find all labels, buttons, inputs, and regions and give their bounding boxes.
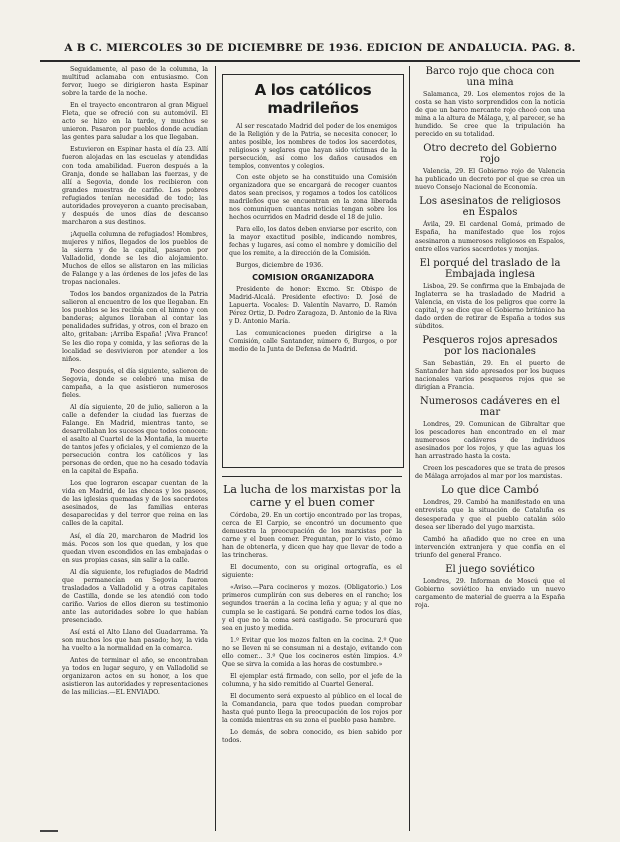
article-paragraph: En el trayecto encontraron al gran Miguel Fleta, que se ofreció con su automóvil. El acto se hizo en la tarde, y muchos se unieron. Pasaron por pueblos donde acudían las gentes para saludar a los que llegaban. — [62, 102, 208, 142]
story-headline: Los asesinatos de religiosos en Espalos — [419, 196, 561, 219]
notice-paragraph: Al ser rescatado Madrid del poder de los enemigos de la Religión y de la Patria, se necesita conocer, lo antes posible, los nombres de todos los sacerdotes, religiosos y seglares que hayan sido víctimas de la persecución, así como los daños causados en templos, conventos y colegios. — [229, 123, 397, 170]
right-column — [415, 66, 565, 836]
story-headline: Numerosos cadáveres en el mar — [419, 396, 560, 419]
catholics-notice-box — [222, 74, 404, 468]
notice-paragraph: Con este objeto se ha constituido una Comisión organizadora que se encargará de recoger cuantos datos sean precisos, y rogamos a todos los católicos madrileños que se encuentran en la zona liberada nos comuniquen cuantas noticias tengan sobre los hechos ocurridos en Madrid desde el 18 de julio. — [229, 174, 397, 221]
story-headline: El porqué del traslado de la Embajada inglesa — [419, 257, 561, 280]
story-paragraph: Cambó ha añadido que no cree en una intervención extranjera y que confía en el triunfo del general Franco. — [415, 535, 565, 559]
article-paragraph: Antes de terminar el año, se encontraban ya todos en lugar seguro, y en Valladolid se organizaron actos en su honor, a los que asistieron las autoridades y representaciones de las milicias.—EL ENVIADO. — [62, 657, 208, 697]
notice-title: A los católicos madrileños — [254, 81, 372, 117]
story-paragraph: Lo demás, de sobra conocido, es bien sabido por todos. — [222, 729, 402, 745]
article-paragraph: ¡Aquella columna de refugiados! Hombres, mujeres y niños, llegados de los pueblos de la sierra y de la capital, pasaron por Valladolid, donde se les dio alojamiento. Muchos de ellos se alistaron en las milicias de Falange y a las órdenes de los jefes de las tropas nacionales. — [62, 230, 208, 287]
notice-body — [223, 123, 403, 269]
story-paragraph: 1.º Evitar que los mozos falten en la cocina. 2.º Que no se lleven ni se consuman ni a destajo, evitando con ello comer... 3.º Que los cocineros estén limpios. 4.º Que se sirva la comida a las horas de costumbre.» — [222, 636, 402, 668]
column-divider-right — [409, 66, 410, 831]
story-paragraph: Londres, 29. Comunican de Gibraltar que los pescadores han encontrado en el mar numerosos cadáveres de individuos asesinados por los rojos, y que las aguas los han arrastrado hasta la costa. — [415, 421, 565, 461]
center-story-body — [222, 512, 402, 745]
story-paragraph: Córdoba, 29. En un cortijo encontrado por las tropas, cerca de El Carpio, se encontró un documento que demuestra la preocupación de los marxistas por la carne y el buen comer. Preguntan, por lo visto, cómo han de obtenerla, y dicen que hay que llevar de todo a las trincheras. — [222, 512, 402, 560]
story-paragraph: San Sebastián, 29. En el puerto de Santander han sido apresados por los buques nacionales varios pesqueros rojos que se dirigían a Francia. — [415, 359, 565, 392]
center-story-rule — [222, 476, 402, 477]
story-headline: Otro decreto del Gobierno rojo — [423, 143, 557, 166]
article-paragraph: Al día siguiente, los refugiados de Madrid que permanecían en Segovia fueron trasladados a Valladolid y a otras capitales de Castilla, donde se les atendió con todo cariño. Varios de ellos dieron su testimonio ante las autoridades sobre lo que habían presenciado. — [62, 568, 208, 624]
article-paragraph: Poco después, el día siguiente, salieron de Segovia, donde se celebró una misa de campaña, a la que asistieron numerosos fieles. — [62, 367, 208, 399]
article-paragraph: Todos los bandos organizados de la Patria salieron al encuentro de los que llegaban. En los pueblos se les recibía con el himno y con banderas; algunos lloraban al contar las penalidades sufridas, y otros, con el brazo en alto, gritaban: ¡Arriba España! ¡Viva Franco! Se les dio ropa y comida, y las señoras de la localidad se desvivieron por atender a los niños. — [62, 291, 208, 363]
article-paragraph: Así está el Alto Llano del Guadarrama. Ya son muchos los que han pasado; hoy, la vida ha vuelto a la normalidad en la comarca. — [62, 629, 208, 653]
story-paragraph: El ejemplar está firmado, con sello, por el jefe de la columna, y ha sido remitido al Cuartel General. — [222, 672, 402, 688]
notice-footnote: Las comunicaciones pueden dirigirse a la Comisión, calle Santander, número 6, Burgos, o por medio de la Junta de Defensa de Madrid. — [229, 329, 397, 353]
story-paragraph: «Aviso.—Para cocineros y mozos. (Obligatorio.) Los primeros cumplirán con sus deberes en el rancho; los segundos traerán a la cocina leña y agua; y al que no cumpla se le castigará. Se pondrá carne todos los días, y el que no la coma será castigado. Se procurará que sea en justo y medida. — [222, 584, 402, 632]
story-paragraph: El documento será expuesto al público en el local de la Comandancia, para que todos puedan comprobar hasta qué punto llega la preocupación de los rojos por la comida mientras en su zona el pueblo pasa hambre. — [222, 692, 402, 725]
story-paragraph: El documento, con su original ortografía, es el siguiente: — [222, 564, 402, 580]
story-headline: Pesqueros rojos apresados por los nacionales — [422, 334, 558, 357]
margin-mark — [40, 830, 58, 832]
article-paragraph: Así, el día 20, marcharon de Madrid los más. Pocos son los que quedan, y los que quedan viven escondidos en las embajadas o en sus propias casas, sin salir a la calle. — [62, 532, 208, 564]
story-paragraph: Londres, 29. Cambó ha manifestado en una entrevista que la situación de Cataluña es desesperada y que el pueblo catalán sólo desea ser liberado del yugo marxista. — [415, 499, 565, 531]
story-headline: Barco rojo que choca con una mina — [425, 66, 555, 88]
left-column — [62, 66, 208, 836]
story-paragraph: Ávila, 29. El cardenal Gomá, primado de España, ha manifestado que los rojos asesinaron a numerosos religiosos en Espalos, entre ellos varios sacerdotes y monjas. — [415, 221, 565, 253]
story-paragraph: Lisboa, 29. Se confirma que la Embajada de Inglaterra se ha trasladado de Madrid a Valencia, en vista de los peligros que corre la capital, y se dice que el Gobierno británico ha dado orden de retirar de España a todos sus súbditos. — [415, 282, 565, 330]
notice-members: Presidente de honor: Excmo. Sr. Obispo de Madrid-Alcalá. Presidente efectivo: D. José de Lapuerta. Vocales: D. Valentín Navarro, D. Ramón Pérez Ortiz, D. Pedro Zaragoza, D. Antonio de la Riva y D. Antonio María. — [229, 286, 397, 326]
article-paragraph: Seguidamente, al paso de la columna, la multitud aclamaba con entusiasmo. Con fervor, luego se dirigieron hasta Espinar sobre la tarde de la noche. — [62, 66, 208, 98]
article-paragraph: Estuvieron en Espinar hasta el día 23. Allí fueron alojadas en las escuelas y atendidas con toda amabilidad. Fueron después a la Granja, donde se hallaban las fuerzas, y de allí a Segovia, donde los recibieron con grandes muestras de cariño. Los pobres refugiados tenían necesidad de todo; las autoridades proveyeron a cuanto precisaban, y después de unos días de descanso marcharon a sus destinos. — [62, 146, 208, 226]
story-paragraph: Salamanca, 29. Los elementos rojos de la costa se han visto sorprendidos con la noticia de que un barco mercante rojo chocó con una mina a la altura de Málaga, y, al parecer, se ha hundido. Se cree que la tripulación ha perecido en su totalidad. — [415, 91, 565, 139]
center-story-headline: La lucha de los marxistas por la carne y el buen comer — [223, 484, 401, 509]
column-divider-left — [215, 66, 216, 831]
page-header: A B C. MIERCOLES 30 DE DICIEMBRE DE 1936. EDICION DE ANDALUCIA. PAG. 8. — [64, 42, 576, 54]
center-story — [222, 484, 402, 834]
notice-paragraph: Para ello, los datos deben enviarse por escrito, con la mayor exactitud posible, indicando nombres, fechas y lugares, así como el nombre y domicilio del que los remite, a la dirección de la Comisión. — [229, 225, 397, 257]
story-paragraph: Londres, 29. Informan de Moscú que el Gobierno soviético ha enviado un nuevo cargamento de material de guerra a la España roja. — [415, 577, 565, 609]
story-paragraph: Creen los pescadores que se trata de presos de Málaga arrojados al mar por los marxistas. — [415, 465, 565, 481]
article-paragraph: Al día siguiente, 20 de julio, salieron a la calle a defender la ciudad las fuerzas de Falange. En Madrid, mientras tanto, se desarrollaban los sucesos que todos conocen: el asalto al Cuartel de la Montaña, la muerte de tantos jefes y oficiales, y el comienzo de la persecución contra los católicos y las personas de orden, que no ha cesado todavía en la capital de España. — [62, 403, 208, 476]
notice-paragraph: Burgos, diciembre de 1936. — [236, 261, 324, 269]
story-headline: Lo que dice Cambó — [441, 485, 539, 497]
notice-subtitle: COMISION ORGANIZADORA — [252, 273, 374, 283]
article-paragraph: Los que lograron escapar cuentan de la vida en Madrid, de las checas y los paseos, de las iglesias quemadas y de los sacerdotes asesinados, de las familias enteras desaparecidas y del terror que reina en las calles de la capital. — [62, 480, 208, 528]
story-headline: El juego soviético — [445, 563, 535, 575]
story-paragraph: Valencia, 29. El Gobierno rojo de Valencia ha publicado un decreto por el que se crea un nuevo Consejo Nacional de Economía. — [415, 168, 565, 192]
header-rule — [40, 60, 580, 62]
